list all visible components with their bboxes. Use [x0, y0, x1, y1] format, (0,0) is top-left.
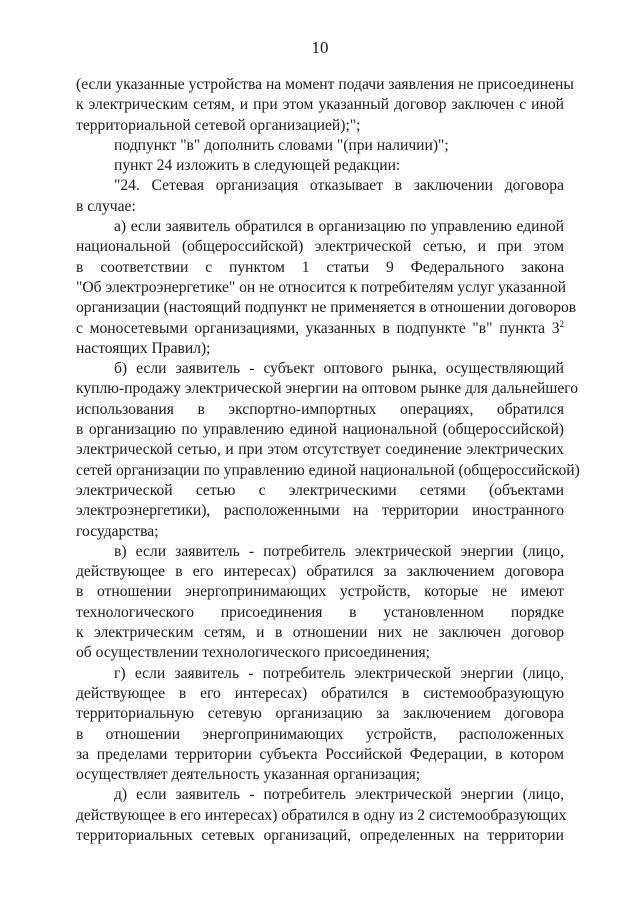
text-line	[76, 136, 564, 156]
text-line	[76, 359, 564, 379]
text-line	[76, 156, 564, 176]
text-line	[76, 116, 564, 136]
text-line	[76, 725, 564, 745]
text-line-content: организации (настоящий подпункт не применяется в отношении договоров	[76, 299, 577, 317]
text-line-content: за пределами территории субъекта Российской Федерации, в котором	[76, 745, 564, 763]
text-line-content: в отношении энергопринимающих устройств, которые не имеют	[76, 583, 564, 601]
text-line	[76, 75, 574, 95]
text-line	[76, 339, 564, 359]
text-line	[76, 440, 564, 460]
text-line	[76, 704, 564, 724]
text-line-content: в соответствии с пунктом 1 статьи 9 Федерального закона	[76, 258, 564, 276]
text-line	[76, 826, 564, 846]
text-line-content: сетей организации по управлению единой национальной (общероссийской)	[76, 461, 580, 479]
text-line-content: к электрическим сетям, и при этом указанный договор заключен с иной	[76, 96, 564, 114]
text-line-content: в случае:	[76, 197, 136, 215]
text-line	[76, 765, 564, 785]
text-line-content: а) если заявитель обратился в организацию по управлению единой	[114, 218, 564, 236]
superscript: 2	[559, 318, 564, 329]
text-line-content: национальной (общероссийской) электрической сетью, и при этом	[76, 238, 564, 256]
text-line	[76, 664, 564, 684]
text-line-content: г) если заявитель - потребитель электрической энергии (лицо,	[114, 664, 564, 682]
text-line-content: действующее в его интересах) обратился в системообразующую	[76, 684, 564, 702]
text-line	[76, 319, 564, 339]
text-line-content: действующее в его интересах) обратился за заключением договора	[76, 563, 564, 581]
text-line	[76, 420, 564, 440]
page-number: 10	[311, 38, 329, 57]
text-line	[76, 643, 564, 663]
text-line	[76, 461, 580, 481]
text-line	[76, 237, 564, 257]
text-line	[76, 258, 564, 278]
text-line-content: в) если заявитель - потребитель электрической энергии (лицо,	[114, 542, 564, 560]
text-line-content: электроэнергетики), расположенными на территории иностранного	[76, 502, 564, 520]
text-line-content: б) если заявитель - субъект оптового рынка, осуществляющий	[114, 360, 564, 378]
text-line-content: электрической сетью с электрическими сетями (объектами	[76, 481, 564, 499]
text-line-content: "24. Сетевая организация отказывает в заключении договора	[114, 177, 564, 195]
text-line	[76, 278, 564, 298]
text-line-content: территориальной сетевой организацией);";	[76, 116, 361, 134]
text-line	[76, 197, 564, 217]
text-line-content: территориальную сетевую организацию за заключением договора	[76, 705, 564, 723]
text-line-content: пункт 24 изложить в следующей редакции:	[114, 157, 401, 175]
text-line-content: об осуществлении технологического присоединения;	[76, 644, 430, 662]
document-body	[76, 75, 580, 846]
text-line	[76, 217, 564, 237]
text-line-content: д) если заявитель - потребитель электрической энергии (лицо,	[114, 786, 564, 804]
text-line	[76, 562, 564, 582]
text-line	[76, 522, 564, 542]
text-line	[76, 684, 564, 704]
text-line-content: в отношении энергопринимающих устройств, расположенных	[76, 725, 564, 743]
text-line-content: государства;	[76, 522, 159, 540]
text-line-content: (если указанные устройства на момент подачи заявления не присоединены	[76, 76, 574, 93]
text-line-content: территориальных сетевых организаций, определенных на территории	[76, 826, 564, 844]
text-line	[76, 582, 564, 602]
text-line-content: "Об электроэнергетике" он не относится к потребителям услуг указанной	[76, 278, 566, 296]
text-line-content: в организацию по управлению единой национальной (общероссийской)	[76, 421, 564, 439]
text-line	[76, 400, 564, 420]
text-line	[76, 298, 577, 318]
text-line-content: настоящих Правил);	[76, 339, 211, 357]
text-line	[76, 501, 564, 521]
text-line	[76, 603, 564, 623]
text-line-content: использования в экспортно-импортных операциях, обратился	[76, 400, 564, 418]
text-line-content: действующее в его интересах) обратился в одну из 2 системообразующих	[76, 806, 567, 824]
text-line	[76, 176, 564, 196]
text-line-content: с моносетевыми организациями, указанных в подпункте "в" пункта 3	[76, 319, 560, 337]
text-line	[76, 481, 564, 501]
text-line-content: подпункт "в" дополнить словами "(при наличии)";	[114, 136, 449, 154]
text-line	[76, 542, 564, 562]
text-line-content: технологического присоединения в установленном порядке	[76, 603, 564, 621]
text-line-content: осуществляет деятельность указанная организация;	[76, 766, 421, 784]
text-line	[76, 95, 564, 115]
text-line	[76, 806, 567, 826]
text-line-content: электрической сетью, и при этом отсутствует соединение электрических	[76, 441, 564, 459]
text-line-content: куплю-продажу электрической энергии на оптовом рынке для дальнейшего	[76, 380, 579, 398]
text-line	[76, 745, 564, 765]
text-line-content: к электрическим сетям, и в отношении них не заключен договор	[76, 624, 564, 642]
text-line	[76, 623, 564, 643]
text-line	[76, 379, 579, 399]
text-line	[76, 785, 564, 805]
